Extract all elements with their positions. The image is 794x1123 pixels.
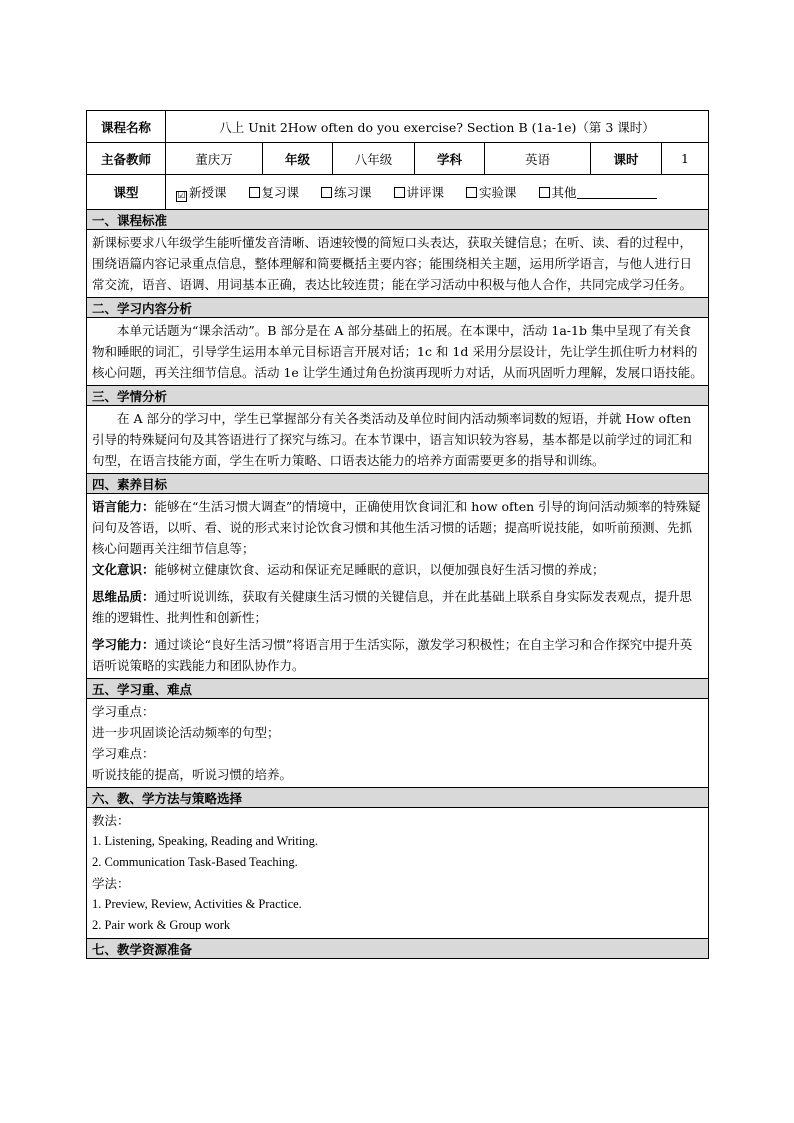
checkbox-icon[interactable] bbox=[539, 187, 550, 198]
objective-text: 能够在“生活习惯大调查”的情境中，正确使用饮食词汇和 how often 引导的询问活动频率的特殊疑问句及答语，以听、看、说的形式来讨论饮食习惯和其他生活习惯的话题；提高听说技能，如听前预测、先抓核心问题再关注细节信息等； bbox=[92, 499, 701, 556]
section-header bbox=[87, 386, 709, 406]
objective-label: 思维品质： bbox=[92, 589, 155, 604]
objective-item bbox=[92, 559, 703, 580]
key-points-text: 进一步巩固谈论活动频率的句型； bbox=[92, 725, 280, 740]
section-title: 五、学习重、难点 bbox=[87, 679, 709, 699]
section-title: 四、素养目标 bbox=[87, 474, 709, 494]
period-label: 课时 bbox=[591, 143, 662, 175]
course-name-label: 课程名称 bbox=[87, 111, 166, 143]
period-value: 1 bbox=[662, 143, 709, 175]
section-body bbox=[87, 808, 709, 939]
checkbox-icon[interactable] bbox=[394, 187, 405, 198]
objective-item bbox=[92, 634, 703, 676]
learning-method-item: 2. Pair work & Group work bbox=[92, 918, 231, 932]
objective-text: 通过谈论“良好生活习惯”将语言用于生活实际，激发学习积极性；在自主学习和合作探究中提升英语听说策略的实践能力和团队协作力。 bbox=[92, 637, 693, 673]
lesson-type-row bbox=[87, 175, 709, 210]
section-body bbox=[87, 699, 709, 788]
lesson-type-option-review[interactable]: 复习课 bbox=[249, 185, 300, 200]
learning-method-label: 学法： bbox=[92, 876, 130, 891]
objective-label: 语言能力： bbox=[92, 499, 155, 514]
other-blank-line[interactable] bbox=[577, 186, 657, 199]
lesson-type-options bbox=[166, 175, 709, 210]
lesson-type-option-other[interactable]: 其他 bbox=[539, 185, 657, 200]
section-title: 六、教、学方法与策略选择 bbox=[87, 788, 709, 808]
teacher-row bbox=[87, 143, 709, 175]
section-header bbox=[87, 788, 709, 808]
difficulties-label: 学习难点： bbox=[92, 746, 155, 761]
objective-item bbox=[92, 496, 703, 559]
section-body bbox=[87, 318, 709, 386]
section-body bbox=[87, 406, 709, 474]
section-title: 七、教学资源准备 bbox=[87, 939, 709, 959]
checkbox-checked-icon[interactable]: ☑ bbox=[177, 190, 186, 201]
objective-text: 通过听说训练，获取有关健康生活习惯的关键信息，并在此基础上联系自身实际发表观点，提升思维的逻辑性、批判性和创新性； bbox=[92, 589, 693, 625]
lesson-plan bbox=[86, 110, 708, 959]
section-body bbox=[87, 494, 709, 679]
checkbox-icon[interactable] bbox=[249, 187, 260, 198]
section-title: 二、学习内容分析 bbox=[87, 298, 709, 318]
lesson-type-label: 课型 bbox=[87, 175, 166, 210]
grade-value: 八年级 bbox=[333, 143, 415, 175]
section-header bbox=[87, 679, 709, 699]
course-name-value: 八上 Unit 2How often do you exercise? Section B (1a-1e)（第 3 课时） bbox=[166, 111, 709, 143]
lesson-type-option-experiment[interactable]: 实验课 bbox=[466, 185, 517, 200]
section-title: 一、课程标准 bbox=[87, 210, 709, 230]
objective-text: 能够树立健康饮食、运动和保证充足睡眠的意识，以便加强良好生活习惯的养成； bbox=[154, 562, 605, 577]
teacher-value: 董庆万 bbox=[166, 143, 263, 175]
learner-analysis-text: 在 A 部分的学习中，学生已掌握部分有关各类活动及单位时间内活动频率词数的短语，并就 How often 引导的特殊疑问句及其答语进行了探究与练习。在本节课中，语言知识较为容易，基本都是以前学过的词汇和句型，在语言技能方面，学生在听力策略、口语表达能力的培养方面需要更多的指导和训练。 bbox=[92, 411, 693, 468]
teaching-method-label: 教法： bbox=[92, 813, 130, 828]
learning-method-item: 1. Preview, Review, Activities & Practice. bbox=[92, 897, 302, 911]
subject-label: 学科 bbox=[415, 143, 485, 175]
objective-label: 学习能力： bbox=[92, 637, 155, 652]
section-body bbox=[87, 230, 709, 298]
objective-item bbox=[92, 586, 703, 628]
grade-label: 年级 bbox=[263, 143, 333, 175]
curriculum-standard-text: 新课标要求八年级学生能听懂发音清晰、语速较慢的简短口头表达，获取关键信息；在听、读、看的过程中，围绕语篇内容记录重点信息，整体理解和简要概括主要内容；能围绕相关主题，运用所学语言，与他人进行日常交流，语音、语调、用词基本正确，表达比较连贯；能在学习活动中积极与他人合作，共同完成学习任务。 bbox=[87, 230, 709, 298]
teaching-method-item: 2. Communication Task-Based Teaching. bbox=[92, 855, 298, 869]
section-header bbox=[87, 474, 709, 494]
teacher-label: 主备教师 bbox=[87, 143, 166, 175]
lesson-type-option-commentary[interactable]: 讲评课 bbox=[394, 185, 445, 200]
lesson-plan-table bbox=[86, 110, 709, 959]
checkbox-icon[interactable] bbox=[321, 187, 332, 198]
section-header bbox=[87, 298, 709, 318]
key-points-label: 学习重点： bbox=[92, 704, 155, 719]
lesson-type-option-practice[interactable]: 练习课 bbox=[321, 185, 372, 200]
objective-label: 文化意识： bbox=[92, 562, 155, 577]
content-analysis-text: 本单元话题为“课余活动”。B 部分是在 A 部分基础上的拓展。在本课中，活动 1a-1b 集中呈现了有关食物和睡眠的词汇，引导学生运用本单元目标语言开展对话；1c 和 1d 采用分层设计，先让学生抓住听力材料的核心问题，再关注细节信息。活动 1e 让学生通过角色扮演再现听力对话，从而巩固听力理解，发展口语技能。 bbox=[92, 323, 703, 380]
section-header bbox=[87, 939, 709, 959]
subject-value: 英语 bbox=[485, 143, 591, 175]
difficulties-text: 听说技能的提高，听说习惯的培养。 bbox=[92, 767, 293, 782]
checkbox-icon[interactable] bbox=[466, 187, 477, 198]
lesson-type-option-new[interactable]: ☑ 新授课 bbox=[177, 184, 227, 201]
teaching-method-item: 1. Listening, Speaking, Reading and Writing. bbox=[92, 834, 318, 848]
course-name-row bbox=[87, 111, 709, 143]
section-title: 三、学情分析 bbox=[87, 386, 709, 406]
section-header bbox=[87, 210, 709, 230]
